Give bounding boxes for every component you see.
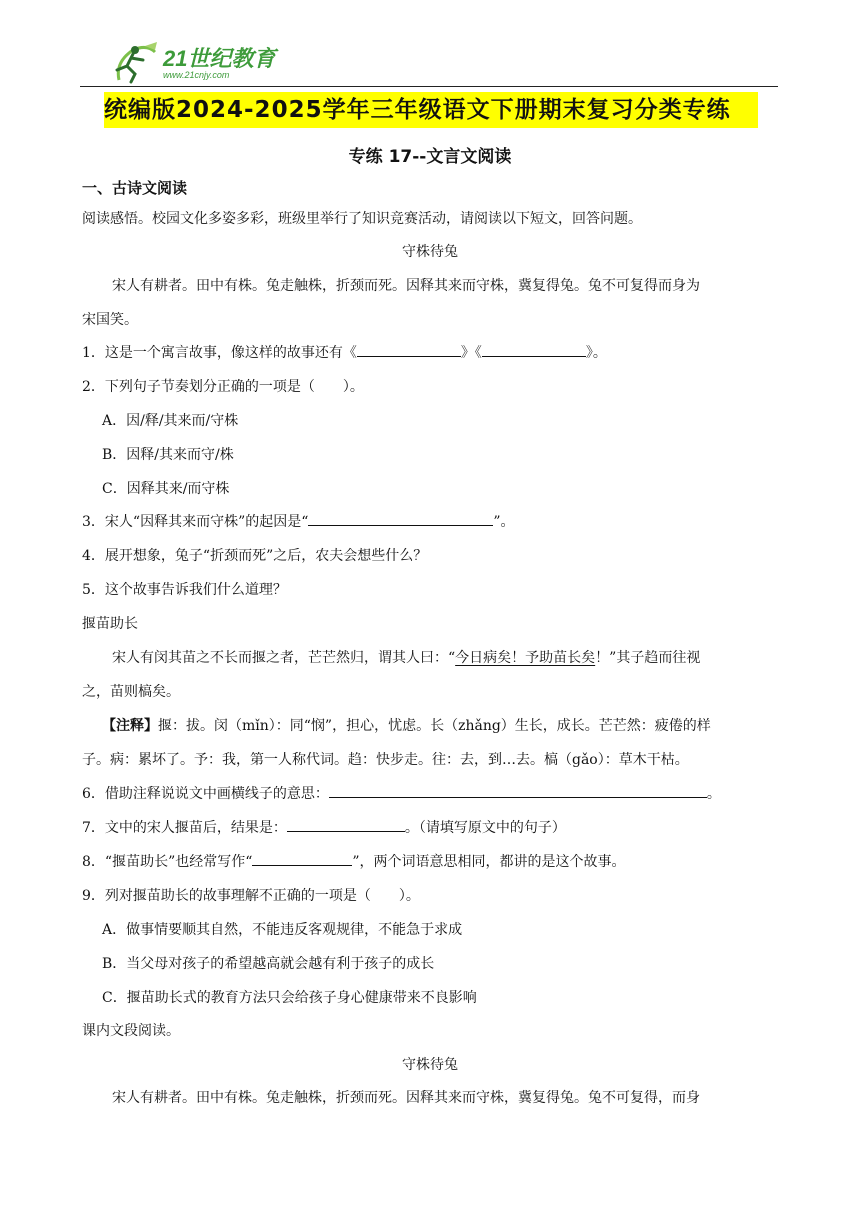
option-b[interactable]: B．因释/其来而守/株 [102, 447, 234, 463]
question-7 [82, 817, 782, 837]
question-text: 7．文中的宋人揠苗后，结果是： [82, 820, 287, 836]
passage-line: 宋国笑。 [82, 312, 138, 328]
option-c[interactable]: C．揠苗助长式的教育方法只会给孩子身心健康带来不良影响 [102, 990, 477, 1006]
option-a[interactable]: A．做事情要顺其自然，不能违反客观规律，不能急于求成 [102, 922, 463, 938]
question-text: 6．借助注释说说文中画横线子的意思： [82, 786, 329, 802]
annotation-label: 【注释】 [102, 718, 158, 734]
answer-blank[interactable] [287, 817, 405, 832]
annotation [102, 715, 802, 735]
running-man-icon [117, 42, 157, 82]
site-logo [105, 40, 280, 85]
question-4: 4．展开想象，兔子“折颈而死”之后，农夫会想些什么？ [82, 548, 428, 564]
option-b[interactable]: B．当父母对孩子的希望越高就会越有利于孩子的成长 [102, 956, 435, 972]
question-text: 》。 [585, 345, 607, 361]
passage-title: 守株待兔 [402, 1057, 458, 1073]
question-6 [82, 783, 782, 803]
question-3 [82, 511, 782, 531]
question-text: 3．宋人“因释其来而守株”的起因是“ [82, 514, 309, 530]
answer-blank[interactable] [357, 342, 461, 357]
question-text: 。 [706, 786, 721, 802]
question-5: 5．这个故事告诉我们什么道理？ [82, 582, 287, 598]
question-text: 8．“揠苗助长”也经常写作“ [82, 854, 253, 870]
passage-title: 揠苗助长 [82, 616, 138, 632]
question-text: ”，两个词语意思相同，都讲的是这个故事。 [352, 854, 626, 870]
passage-title: 守株待兔 [402, 244, 458, 260]
annotation-text: 揠：拔。闵（mǐn）：同“悯”，担心，忧虑。长（zhǎng）生长，成长。芒芒然：疲倦的样 [158, 718, 711, 734]
option-c[interactable]: C．因释其来/而守株 [102, 481, 230, 497]
answer-blank[interactable] [252, 851, 352, 866]
question-2: 2．下列句子节奏划分正确的一项是（ ）。 [82, 379, 364, 395]
logo-text: 21世纪教育 [163, 46, 276, 71]
answer-blank[interactable] [482, 342, 586, 357]
question-text: 。（请填写原文中的句子） [404, 820, 566, 836]
passage-line: 宋人有耕者。田中有株。兔走触株，折颈而死。因释其来而守株，冀复得兔。兔不可复得而身为 [112, 278, 700, 294]
section-heading: 一、古诗文阅读 [82, 179, 188, 197]
logo-url: www.21cnjy.com [163, 70, 230, 80]
page-subtitle: 专练 17--文言文阅读 [348, 147, 512, 167]
answer-blank[interactable] [308, 511, 493, 526]
question-1 [82, 342, 782, 362]
header-divider [80, 86, 778, 87]
passage-line: 之，苗则槁矣。 [82, 684, 180, 700]
question-text: ”。 [493, 514, 515, 530]
question-8 [82, 851, 782, 871]
passage-line: 宋人有耕者。田中有株。兔走触株，折颈而死。因释其来而守株，冀复得兔。兔不可复得，而身 [112, 1090, 700, 1106]
banner-title: 统编版2024-2025学年三年级语文下册期末复习分类专练 [104, 92, 758, 128]
passage-line [112, 647, 812, 667]
question-text: 1．这是一个寓言故事，像这样的故事还有《 [82, 345, 357, 361]
question-9: 9．列对揠苗助长的故事理解不正确的一项是（ ）。 [82, 888, 420, 904]
intro-text: 课内文段阅读。 [82, 1023, 180, 1039]
underlined-sentence: 今日病矣！予助苗长矣 [455, 650, 596, 666]
page-header [105, 40, 780, 90]
option-a[interactable]: A．因/释/其来而/守株 [102, 413, 239, 429]
passage-text: ！”其子趋而往视 [595, 650, 701, 666]
question-text: 》《 [460, 345, 482, 361]
passage-text: 宋人有闵其苗之不长而揠之者，芒芒然归，谓其人曰：“ [112, 650, 456, 666]
annotation: 子。病：累坏了。予：我，第一人称代词。趋：快步走。往：去，到…去。槁（gǎo）：草木干枯。 [82, 752, 689, 768]
intro-text: 阅读感悟。校园文化多姿多彩，班级里举行了知识竞赛活动，请阅读以下短文，回答问题。 [82, 211, 642, 227]
answer-blank[interactable] [329, 783, 707, 798]
